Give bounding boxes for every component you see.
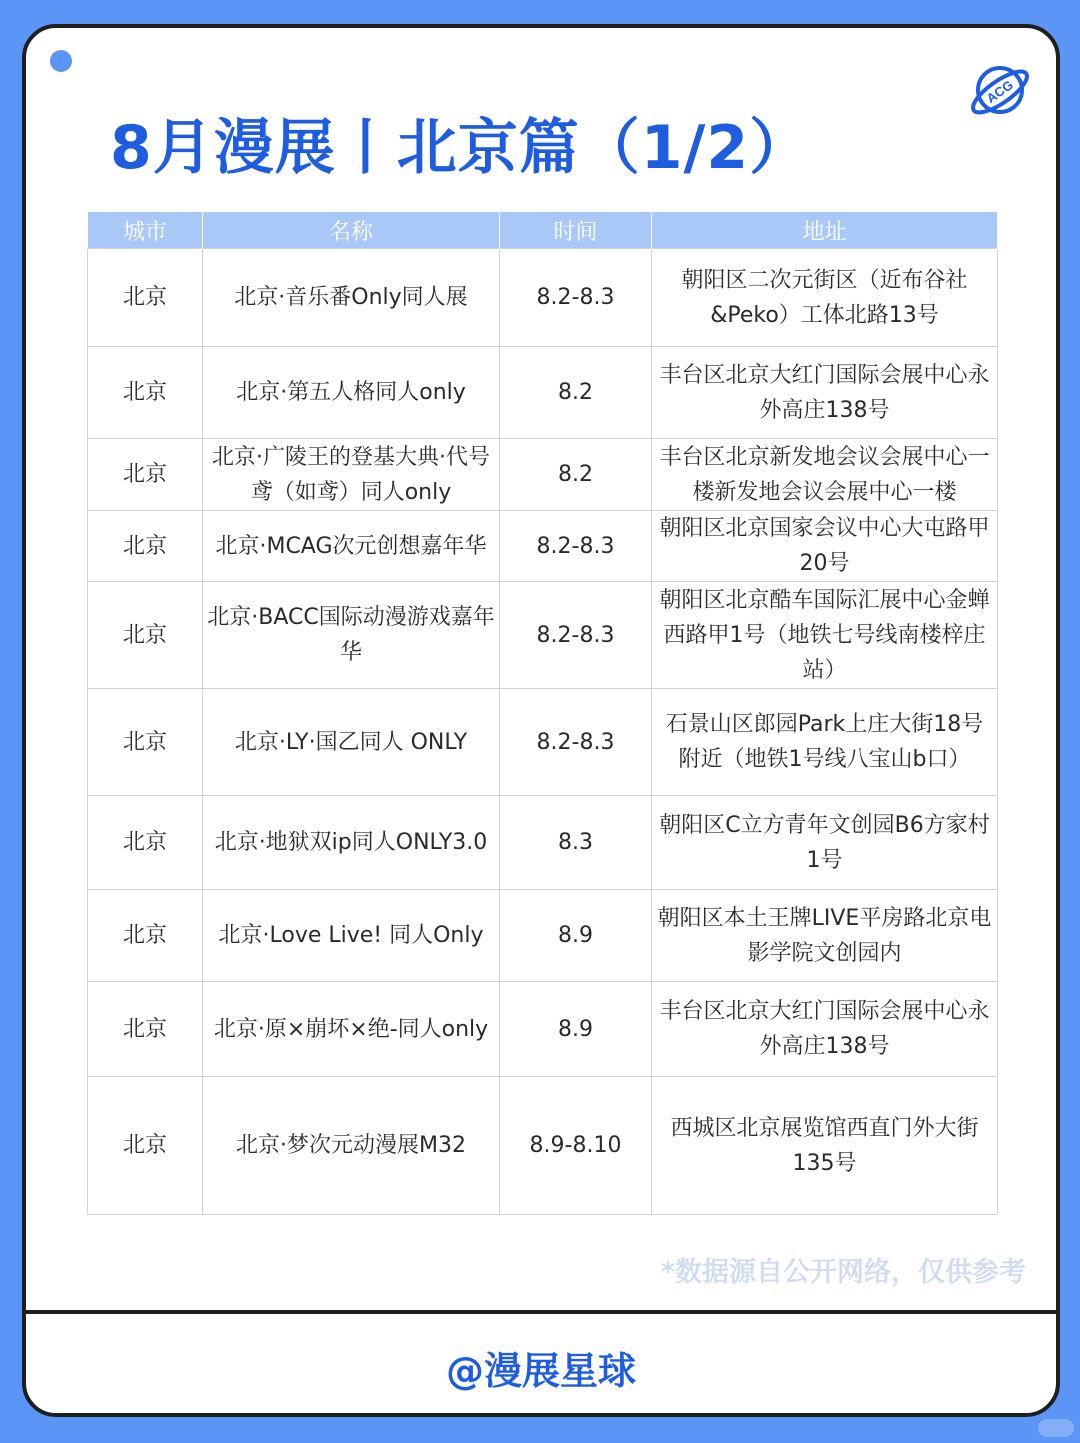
cell-city: 北京 bbox=[88, 439, 203, 511]
cell-city: 北京 bbox=[88, 689, 203, 796]
cell-address: 朝阳区北京酷车国际汇展中心金蝉西路甲1号（地铁七号线南楼梓庄站） bbox=[652, 582, 998, 689]
cell-time: 8.9 bbox=[500, 982, 652, 1077]
corner-badge bbox=[1038, 1419, 1074, 1437]
cell-name: 北京·梦次元动漫展M32 bbox=[203, 1077, 500, 1215]
cell-address: 朝阳区本土王牌LIVE平房路北京电影学院文创园内 bbox=[652, 890, 998, 982]
cell-name: 北京·BACC国际动漫游戏嘉年华 bbox=[203, 582, 500, 689]
cell-address: 朝阳区二次元街区（近布谷社&Peko）工体北路13号 bbox=[652, 249, 998, 347]
cell-city: 北京 bbox=[88, 511, 203, 582]
cell-city: 北京 bbox=[88, 890, 203, 982]
cell-address: 石景山区郎园Park上庄大街18号附近（地铁1号线八宝山b口） bbox=[652, 689, 998, 796]
cell-time: 8.2-8.3 bbox=[500, 249, 652, 347]
cell-time: 8.2 bbox=[500, 439, 652, 511]
events-table bbox=[87, 212, 998, 1215]
cell-city: 北京 bbox=[88, 249, 203, 347]
account-handle: @漫展星球 bbox=[445, 1349, 636, 1393]
cell-time: 8.3 bbox=[500, 796, 652, 890]
table-row bbox=[88, 439, 998, 511]
header-time: 时间 bbox=[500, 212, 652, 249]
cell-address: 丰台区北京大红门国际会展中心永外高庄138号 bbox=[652, 347, 998, 439]
cell-name: 北京·MCAG次元创想嘉年华 bbox=[203, 511, 500, 582]
table-row bbox=[88, 347, 998, 439]
header-city: 城市 bbox=[88, 212, 203, 249]
cell-name: 北京·LY·国乙同人 ONLY bbox=[203, 689, 500, 796]
cell-time: 8.2-8.3 bbox=[500, 511, 652, 582]
table-row bbox=[88, 796, 998, 890]
cell-name: 北京·第五人格同人only bbox=[203, 347, 500, 439]
table-row bbox=[88, 689, 998, 796]
logo-text: ACG bbox=[983, 77, 1016, 107]
footer-divider bbox=[26, 1310, 1056, 1314]
acg-planet-icon bbox=[966, 56, 1034, 124]
cell-name: 北京·音乐番Only同人展 bbox=[203, 249, 500, 347]
cell-name: 北京·Love Live! 同人Only bbox=[203, 890, 500, 982]
table-row bbox=[88, 982, 998, 1077]
cell-name: 北京·地狱双ip同人ONLY3.0 bbox=[203, 796, 500, 890]
cell-city: 北京 bbox=[88, 796, 203, 890]
cell-address: 丰台区北京大红门国际会展中心永外高庄138号 bbox=[652, 982, 998, 1077]
page-title: 8月漫展丨北京篇（1/2） bbox=[110, 113, 811, 183]
cell-name: 北京·广陵王的登基大典·代号鸢（如鸢）同人only bbox=[203, 439, 500, 511]
cell-time: 8.9 bbox=[500, 890, 652, 982]
cell-time: 8.2-8.3 bbox=[500, 689, 652, 796]
header-address: 地址 bbox=[652, 212, 998, 249]
source-footnote: *数据源自公开网络，仅供参考 bbox=[660, 1257, 1026, 1288]
header-name: 名称 bbox=[203, 212, 500, 249]
cell-city: 北京 bbox=[88, 982, 203, 1077]
cell-address: 西城区北京展览馆西直门外大街135号 bbox=[652, 1077, 998, 1215]
cell-time: 8.2-8.3 bbox=[500, 582, 652, 689]
table-row bbox=[88, 890, 998, 982]
cell-address: 丰台区北京新发地会议会展中心一楼新发地会议会展中心一楼 bbox=[652, 439, 998, 511]
cell-address: 朝阳区北京国家会议中心大屯路甲20号 bbox=[652, 511, 998, 582]
cell-city: 北京 bbox=[88, 347, 203, 439]
table-header-row bbox=[88, 212, 998, 249]
cell-name: 北京·原×崩坏×绝-同人only bbox=[203, 982, 500, 1077]
table-row bbox=[88, 1077, 998, 1215]
cell-time: 8.2 bbox=[500, 347, 652, 439]
table-row bbox=[88, 249, 998, 347]
cell-time: 8.9-8.10 bbox=[500, 1077, 652, 1215]
table-row bbox=[88, 582, 998, 689]
cell-address: 朝阳区C立方青年文创园B6方家村1号 bbox=[652, 796, 998, 890]
poster-card bbox=[22, 24, 1060, 1417]
table-row bbox=[88, 511, 998, 582]
decor-dot bbox=[50, 50, 72, 72]
cell-city: 北京 bbox=[88, 1077, 203, 1215]
cell-city: 北京 bbox=[88, 582, 203, 689]
